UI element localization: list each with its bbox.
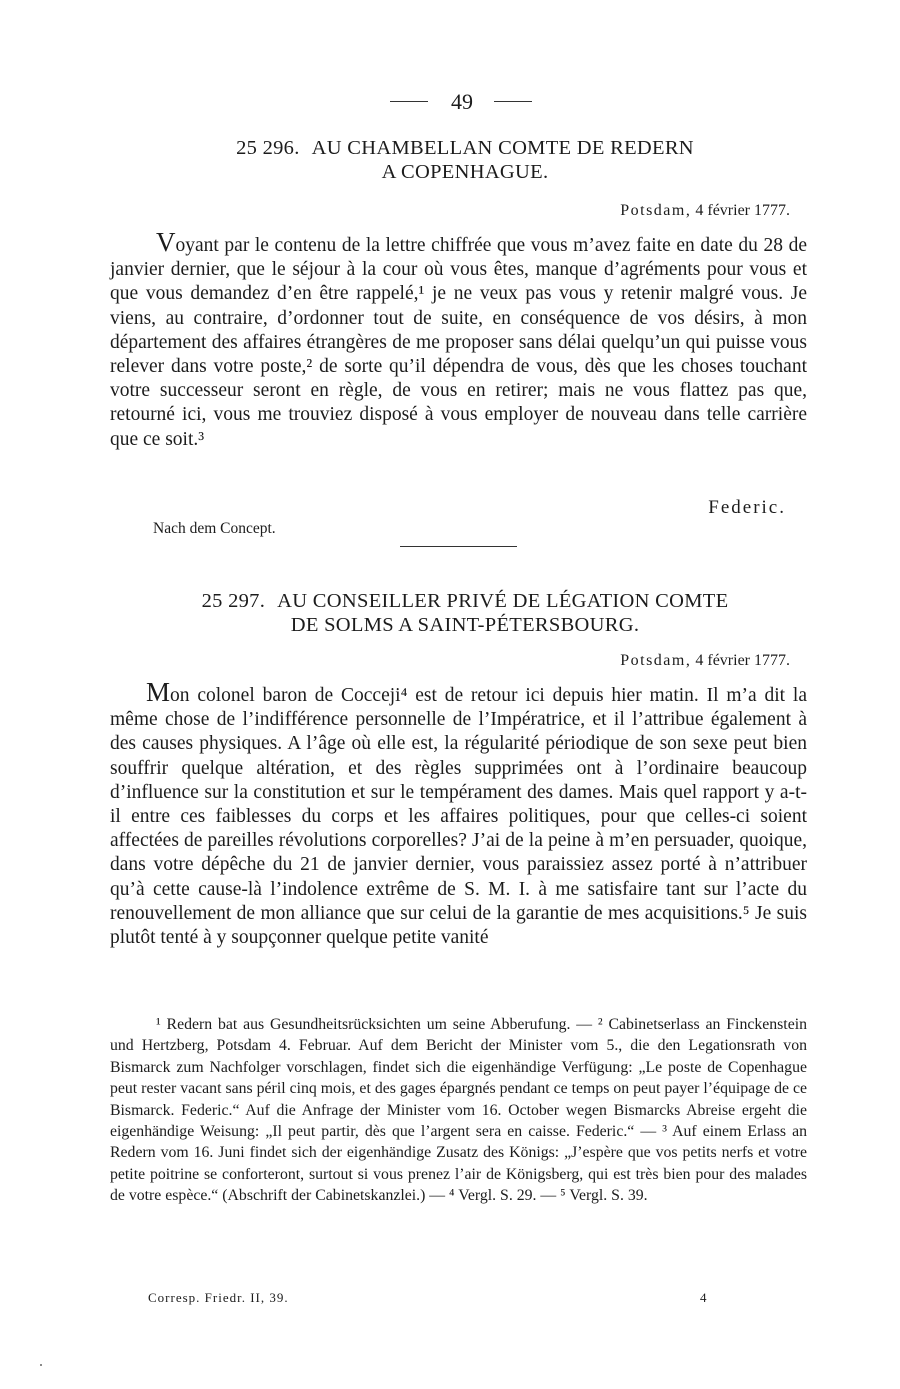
letter2-dateline [110, 651, 790, 671]
letter1-place: Potsdam, [620, 202, 692, 219]
letter1-dateline [110, 201, 790, 221]
letter1-number: 25 296. [236, 137, 300, 159]
letter1-body [110, 229, 807, 452]
letter1-signature: Federic. [708, 497, 786, 518]
letter1-source-note: Nach dem Concept. [153, 520, 276, 537]
letter1-date: 4 février 1777. [695, 202, 790, 219]
letter1-drop-cap: V [156, 227, 176, 257]
paper-speck [40, 1364, 42, 1366]
sheet-mark: 4 [700, 1290, 707, 1305]
letter2-addressee: AU CONSEILLER PRIVÉ DE LÉGATION COMTE [277, 590, 729, 612]
header-rule-left [390, 101, 428, 102]
footnotes-text: ¹ Redern bat aus Gesundheitsrücksichten um seine Abberufung. — ² Cabinetserlass an Finckenstein und Hertzberg, Potsdam 4. Februar. Auf dem Bericht der Minister vom 5., die den Legationsrath von Bismarck zum Nachfolger vorschlagen, findet sich die eigenhändige Verfügung: „Le poste de Copenhague peut rester vacant sans péril cinq mois, et des gages épargnés pendant ce temps on peut payer l’équipage de ce Bismarck. Federic.“ Auf die Anfrage der Minister vom 16. October wegen Bismarcks Abreise ergeht die eigenhändige Weisung: „Il peut partir, dès que l’argent sera en caisse. Federic.“ — ³ Auf einem Erlass an Redern vom 16. Juni findet sich der eigenhändige Zusatz des Königs: „J’espère que vos petits nerfs et votre petite poitrine se conforteront, surtout si vous prenez l’air de Königsberg, qui est très bien pour des malades de votre espèce.“ (Abschrift der Cabinetskanzlei.) — ⁴ Vergl. S. 29. — ⁵ Vergl. S. 39. [110, 1016, 807, 1205]
letter2-number: 25 297. [201, 590, 266, 612]
letter2-place: Potsdam, [620, 652, 692, 669]
footnotes [110, 1014, 807, 1207]
letter1-heading-line1 [130, 136, 800, 160]
letter2-heading-line2: DE SOLMS A SAINT-PÉTERSBOURG. [290, 614, 640, 636]
letter2-drop-cap: M [146, 677, 171, 707]
letter1-text: oyant par le contenu de la lettre chiffrée que vous m’avez faite en date du 28 de janvier dernier, que le séjour à la cour où vous êtes, manque d’agréments pour vous et que vous demandez d’en être rappelé,¹ je ne veux pas vous y retenir malgré vous. Je viens, au contraire, d’ordonner tout de suite, en conséquence de vos désirs, à mon département des affaires étrangères de me proposer sans délai quelqu’un qui puisse vous relever dans votre poste,² de sorte qu’il dépendra de vous, dès que les choses touchant votre successeur seront en règle, de vous en retirer; mais ne vous flattez pas que, retourné ici, vous me trouviez disposé à vous employer de nouveau dans telle carrière que ce soit.³ [110, 235, 807, 450]
letter2-date: 4 février 1777. [695, 652, 790, 669]
letter1-addressee: AU CHAMBELLAN COMTE DE REDERN [311, 137, 694, 159]
page-header [0, 88, 900, 116]
header-rule-right [494, 101, 532, 102]
page-number: 49 [451, 89, 473, 114]
letter2-text: on colonel baron de Cocceji⁴ est de retour ici depuis hier matin. Il m’a dit la même chose de l’indifférence personnelle de l’Impératrice, et il l’attribue également à des causes physiques. A l’âge où elle est, la régularité périodique de son sexe peut bien souffrir quelque altération, et des règles supprimées ont à l’ordinaire beaucoup d’influence sur la constitution et sur le tempérament des dames. Mais quel rapport y a-t-il entre ces faiblesses du corps et les affaires politiques, pour que celles-ci soient affectées de pareilles révolutions corporelles? J’ai de la peine à m’en persuader, quoique, dans votre dépêche du 21 de janvier dernier, vous paraissiez assez porté à n’attribuer qu’à cette cause-là l’indolence extrême de S. M. I. à me satisfaire tant sur l’acte du renouvellement de mon alliance que sur celui de la garantie de mes acquisitions.⁵ Je suis plutôt tenté à y soupçonner quelque petite vanité [110, 685, 807, 949]
letter1-heading-line2: A COPENHAGUE. [381, 161, 549, 183]
signature-line: Corresp. Friedr. II, 39. [148, 1290, 289, 1305]
section-divider [400, 546, 517, 547]
letter2-heading-line1 [130, 589, 800, 613]
letter2-body [110, 679, 807, 950]
